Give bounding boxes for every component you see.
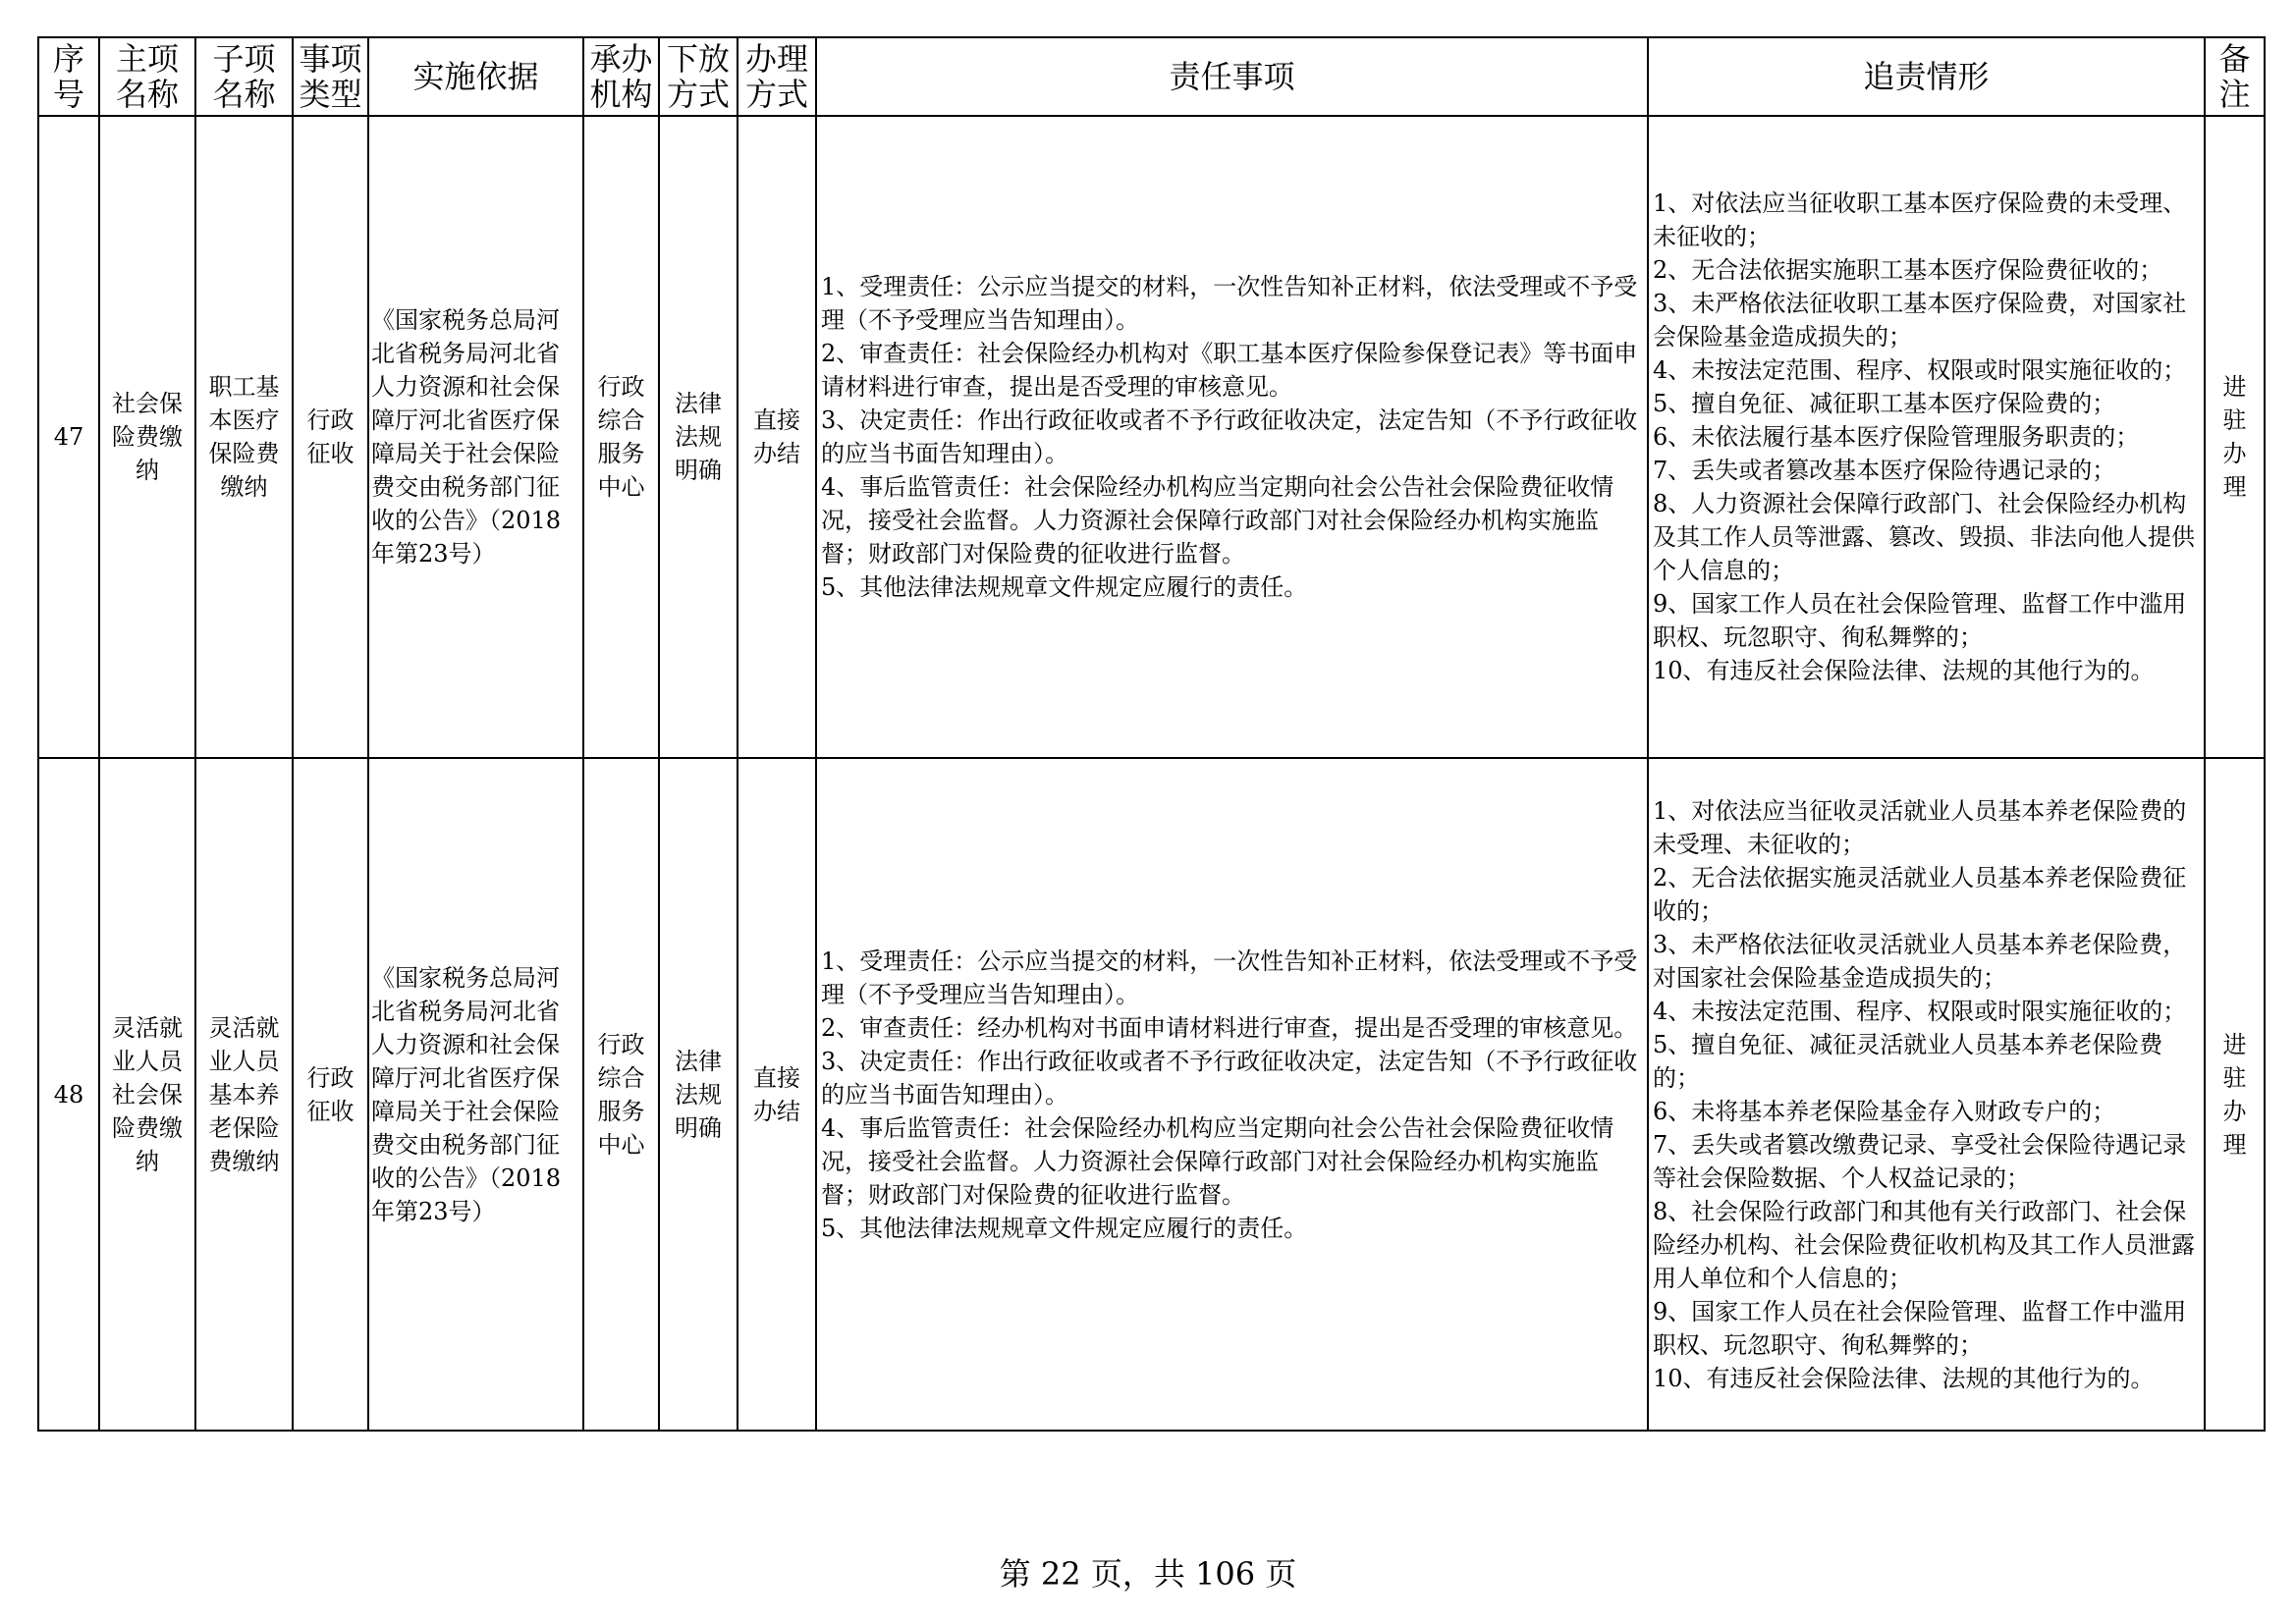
header-agency: 承办 机构 xyxy=(583,37,659,116)
header-delegation: 下放 方式 xyxy=(659,37,738,116)
header-item-type: 事项 类型 xyxy=(293,37,368,116)
cell-delegation: 法律法规明确 xyxy=(659,758,738,1431)
cell-method: 直接办结 xyxy=(738,758,816,1431)
cell-remark: 进驻办理 xyxy=(2205,758,2265,1431)
header-method: 办理 方式 xyxy=(738,37,816,116)
cell-seq: 47 xyxy=(38,116,99,758)
cell-delegation: 法律法规明确 xyxy=(659,116,738,758)
table-row xyxy=(38,758,2265,1431)
cell-sub-item: 职工基本医疗保险费缴纳 xyxy=(195,116,293,758)
header-seq: 序 号 xyxy=(38,37,99,116)
cell-agency: 行政综合服务中心 xyxy=(583,116,659,758)
cell-basis: 《国家税务总局河北省税务局河北省人力资源和社会保障厅河北省医疗保障局关于社会保险费交由税务部门征收的公告》（2018年第23号） xyxy=(368,758,583,1431)
header-basis: 实施依据 xyxy=(368,37,583,116)
header-main-item: 主项 名称 xyxy=(99,37,195,116)
responsibility-table xyxy=(37,36,2266,1432)
cell-accountability: 1、对依法应当征收灵活就业人员基本养老保险费的未受理、未征收的； 2、无合法依据实施灵活就业人员基本养老保险费征收的； 3、未严格依法征收灵活就业人员基本养老保险费，对国家社会保险基金造成损失的； 4、未按法定范围、程序、权限或时限实施征收的； 5、擅自免征、减征灵活就业人员基本养老保险费的； 6、未将基本养老保险基金存入财政专户的； 7、丢失或者篡改缴费记录、享受社会保险待遇记录等社会保险数据、个人权益记录的； 8、社会保险行政部门和其他有关行政部门、社会保险经办机构、社会保险费征收机构及其工作人员泄露用人单位和个人信息的； 9、国家工作人员在社会保险管理、监督工作中滥用职权、玩忽职守、徇私舞弊的； 10、有违反社会保险法律、法规的其他行为的。 xyxy=(1648,758,2205,1431)
cell-agency: 行政综合服务中心 xyxy=(583,758,659,1431)
cell-item-type: 行政征收 xyxy=(293,758,368,1431)
cell-item-type: 行政征收 xyxy=(293,116,368,758)
cell-responsibility: 1、受理责任：公示应当提交的材料，一次性告知补正材料，依法受理或不予受理（不予受理应当告知理由）。 2、审查责任：经办机构对书面申请材料进行审查，提出是否受理的审核意见。 3、决定责任：作出行政征收或者不予行政征收决定，法定告知（不予行政征收的应当书面告知理由）。 4、事后监管责任：社会保险经办机构应当定期向社会公告社会保险费征收情况，接受社会监督。人力资源社会保障行政部门对社会保险经办机构实施监督；财政部门对保险费的征收进行监督。 5、其他法律法规规章文件规定应履行的责任。 xyxy=(816,758,1648,1431)
cell-seq: 48 xyxy=(38,758,99,1431)
cell-sub-item: 灵活就业人员基本养老保险费缴纳 xyxy=(195,758,293,1431)
header-sub-item: 子项 名称 xyxy=(195,37,293,116)
header-remark: 备 注 xyxy=(2205,37,2265,116)
page-indicator: 第 22 页，共 106 页 xyxy=(999,1555,1297,1593)
header-accountability: 追责情形 xyxy=(1648,37,2205,116)
cell-main-item: 灵活就业人员社会保险费缴纳 xyxy=(99,758,195,1431)
cell-main-item: 社会保险费缴纳 xyxy=(99,116,195,758)
cell-remark: 进驻办理 xyxy=(2205,116,2265,758)
cell-responsibility: 1、受理责任：公示应当提交的材料，一次性告知补正材料，依法受理或不予受理（不予受理应当告知理由）。 2、审查责任：社会保险经办机构对《职工基本医疗保险参保登记表》等书面申请材料进行审查，提出是否受理的审核意见。 3、决定责任：作出行政征收或者不予行政征收决定，法定告知（不予行政征收的应当书面告知理由）。 4、事后监管责任：社会保险经办机构应当定期向社会公告社会保险费征收情况，接受社会监督。人力资源社会保障行政部门对社会保险经办机构实施监督；财政部门对保险费的征收进行监督。 5、其他法律法规规章文件规定应履行的责任。 xyxy=(816,116,1648,758)
cell-accountability: 1、对依法应当征收职工基本医疗保险费的未受理、未征收的； 2、无合法依据实施职工基本医疗保险费征收的； 3、未严格依法征收职工基本医疗保险费，对国家社会保险基金造成损失的； 4、未按法定范围、程序、权限或时限实施征收的； 5、擅自免征、减征职工基本医疗保险费的； 6、未依法履行基本医疗保险管理服务职责的； 7、丢失或者篡改基本医疗保险待遇记录的； 8、人力资源社会保障行政部门、社会保险经办机构及其工作人员等泄露、篡改、毁损、非法向他人提供个人信息的； 9、国家工作人员在社会保险管理、监督工作中滥用职权、玩忽职守、徇私舞弊的； 10、有违反社会保险法律、法规的其他行为的。 xyxy=(1648,116,2205,758)
responsibility-table-container xyxy=(37,36,2264,1432)
header-row xyxy=(38,37,2265,116)
cell-basis: 《国家税务总局河北省税务局河北省人力资源和社会保障厅河北省医疗保障局关于社会保险费交由税务部门征收的公告》（2018年第23号） xyxy=(368,116,583,758)
cell-method: 直接办结 xyxy=(738,116,816,758)
header-responsibility: 责任事项 xyxy=(816,37,1648,116)
table-row xyxy=(38,116,2265,758)
